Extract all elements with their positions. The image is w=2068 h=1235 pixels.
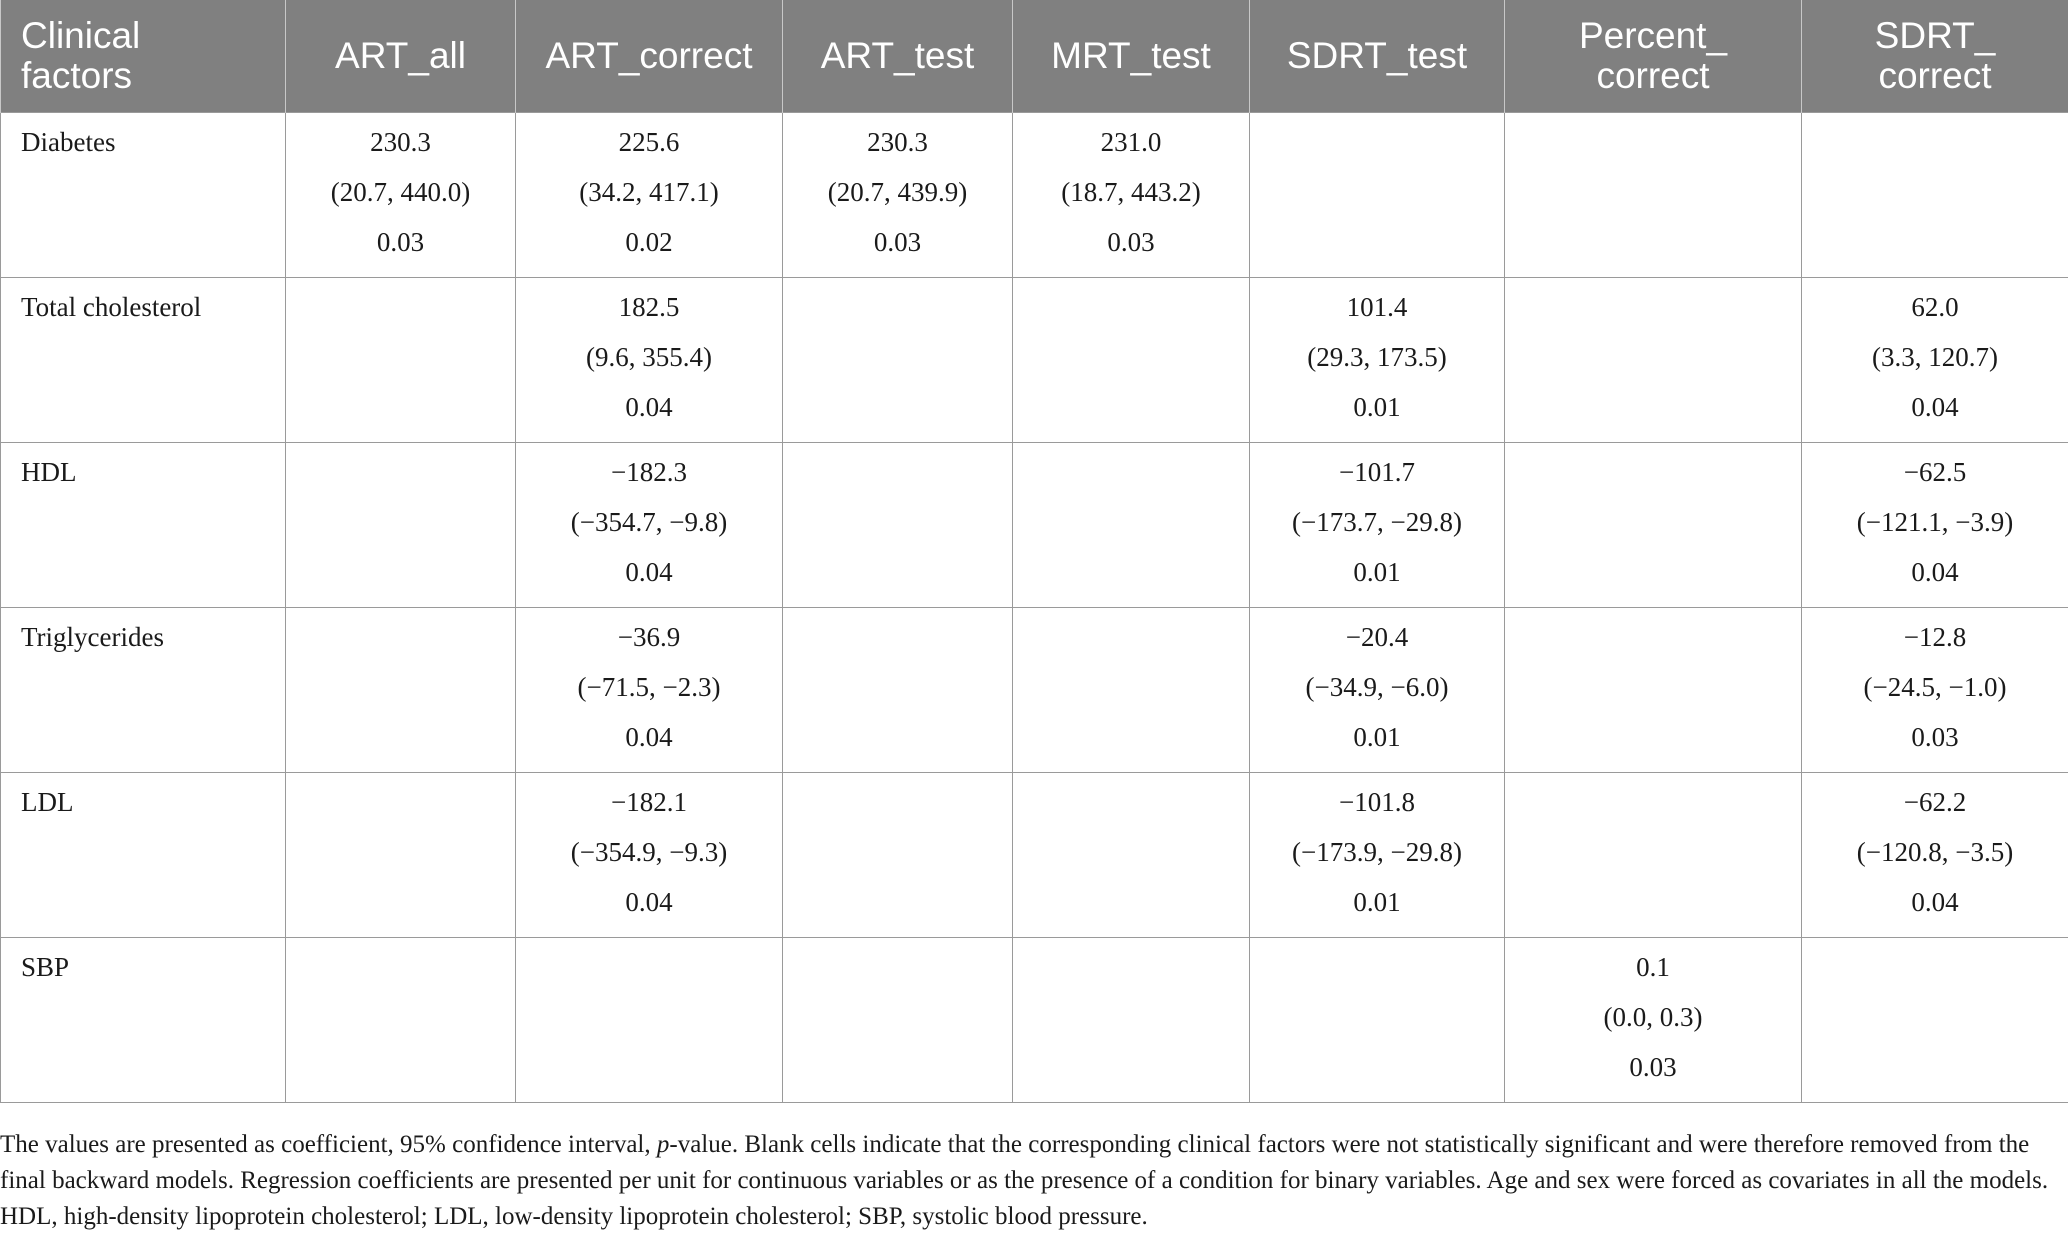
cell-p-value: 0.01 [1250,392,1504,442]
cell-p-value: 0.03 [286,227,515,277]
row-label: SBP [21,938,285,982]
cell-coefficient: −101.8 [1250,787,1504,837]
cell-confidence-interval: (−71.5, −2.3) [516,672,782,722]
table-cell [1013,607,1250,772]
table-cell [1505,937,1802,1102]
cell-p-value: 0.04 [516,557,782,607]
table-cell [783,772,1013,937]
cell-confidence-interval: (−24.5, −1.0) [1802,672,2068,722]
cell-confidence-interval: (−173.7, −29.8) [1250,507,1504,557]
cell-p-value: 0.01 [1250,557,1504,607]
table-cell [1505,772,1802,937]
header-art-all: ART_all [286,0,516,112]
table-cell [783,277,1013,442]
cell-confidence-interval: (0.0, 0.3) [1505,1002,1801,1052]
cell-coefficient: −101.7 [1250,457,1504,507]
header-clinical-factors [1,0,286,112]
cell-coefficient: −182.1 [516,787,782,837]
cell-p-value: 0.04 [516,722,782,772]
row-label: Total cholesterol [21,278,285,322]
header-line1: SDRT_ [1875,15,1996,56]
table-cell [1250,112,1505,277]
table-cell [286,112,516,277]
cell-confidence-interval: (18.7, 443.2) [1013,177,1249,227]
cell-p-value: 0.03 [1505,1052,1801,1102]
table-cell [1013,442,1250,607]
table-cell [516,772,783,937]
cell-p-value: 0.01 [1250,887,1504,937]
cell-confidence-interval: (3.3, 120.7) [1802,342,2068,392]
cell-confidence-interval: (29.3, 173.5) [1250,342,1504,392]
table-cell [783,937,1013,1102]
cell-coefficient: 182.5 [516,292,782,342]
table-cell [783,442,1013,607]
table-cell [1250,772,1505,937]
table-cell [286,937,516,1102]
cell-confidence-interval: (20.7, 440.0) [286,177,515,227]
cell-confidence-interval: (−120.8, −3.5) [1802,837,2068,887]
table-row [1,277,2068,442]
table-cell [783,112,1013,277]
table-cell [516,937,783,1102]
table-cell [1505,442,1802,607]
cell-coefficient: 225.6 [516,127,782,177]
table-cell [1505,607,1802,772]
cell-p-value: 0.03 [783,227,1012,277]
header-art-test: ART_test [783,0,1013,112]
table-cell [1802,112,2068,277]
table-cell [1013,937,1250,1102]
cell-p-value: 0.01 [1250,722,1504,772]
table-cell [1013,277,1250,442]
cell-p-value: 0.02 [516,227,782,277]
table-cell [1013,112,1250,277]
cell-coefficient: 0.1 [1505,952,1801,1002]
cell-coefficient: 62.0 [1802,292,2068,342]
table-footnote [0,1127,2060,1235]
header-sdrt-correct [1802,0,2068,112]
table-cell [286,772,516,937]
header-art-correct: ART_correct [516,0,783,112]
row-label-cell [1,442,286,607]
table-cell [1802,937,2068,1102]
cell-coefficient: −182.3 [516,457,782,507]
cell-coefficient: −62.5 [1802,457,2068,507]
cell-p-value: 0.04 [516,392,782,442]
cell-confidence-interval: (−354.9, −9.3) [516,837,782,887]
cell-coefficient: 230.3 [286,127,515,177]
table-cell [1802,442,2068,607]
cell-p-value: 0.03 [1802,722,2068,772]
table-cell [1802,607,2068,772]
cell-p-value: 0.04 [1802,392,2068,442]
footnote-text [0,1127,2060,1235]
table-cell [516,442,783,607]
cell-p-value: 0.03 [1013,227,1249,277]
table-cell [516,277,783,442]
header-row [1,0,2068,112]
table-cell [1250,442,1505,607]
table-cell [516,607,783,772]
footnote-part2: -value. Blank cells indicate that the corresponding clinical factors were not statistically significant and were therefore removed from the final backward models. Regression coefficients are presented per unit for continuous variables or as the presence of a condition for binary variables. Age and sex were forced as covariates in all the models. HDL, high-density lipoprotein cholesterol; LDL, low-density lipoprotein cholesterol; SBP, systolic blood pressure. [0,1131,2048,1230]
cell-coefficient: −36.9 [516,622,782,672]
cell-confidence-interval: (−121.1, −3.9) [1802,507,2068,557]
table-cell [1250,607,1505,772]
table-cell [1250,277,1505,442]
header-percent-correct [1505,0,1802,112]
table-cell [1250,937,1505,1102]
header-sdrt-test: SDRT_test [1250,0,1505,112]
table-cell [286,277,516,442]
row-label: LDL [21,773,285,817]
cell-coefficient: −62.2 [1802,787,2068,837]
cell-p-value: 0.04 [1802,887,2068,937]
table-row [1,772,2068,937]
table-cell [1802,277,2068,442]
cell-coefficient: 230.3 [783,127,1012,177]
cell-coefficient: −20.4 [1250,622,1504,672]
cell-p-value: 0.04 [1802,557,2068,607]
table-cell [1013,772,1250,937]
table-cell [516,112,783,277]
cell-confidence-interval: (9.6, 355.4) [516,342,782,392]
footnote-p-italic: p [657,1131,670,1158]
cell-coefficient: 101.4 [1250,292,1504,342]
table-cell [1505,277,1802,442]
table-row [1,937,2068,1102]
row-label-cell [1,772,286,937]
table-row [1,442,2068,607]
table-row [1,112,2068,277]
cell-confidence-interval: (34.2, 417.1) [516,177,782,227]
cell-coefficient: 231.0 [1013,127,1249,177]
row-label: HDL [21,443,285,487]
header-line2: correct [1596,55,1709,96]
table-cell [1802,772,2068,937]
header-clinical-factors-line1: Clinical [21,15,140,56]
header-line1: Percent_ [1579,15,1727,56]
footnote-part1: The values are presented as coefficient, 95% confidence interval, [0,1131,657,1158]
table-cell [783,607,1013,772]
table-cell [286,607,516,772]
row-label-cell [1,277,286,442]
cell-confidence-interval: (−354.7, −9.8) [516,507,782,557]
table-body [1,112,2068,1102]
header-mrt-test: MRT_test [1013,0,1250,112]
cell-p-value: 0.04 [516,887,782,937]
row-label-cell [1,112,286,277]
cell-coefficient: −12.8 [1802,622,2068,672]
cell-confidence-interval: (−173.9, −29.8) [1250,837,1504,887]
cell-confidence-interval: (20.7, 439.9) [783,177,1012,227]
row-label-cell [1,937,286,1102]
row-label: Triglycerides [21,608,285,652]
header-clinical-factors-line2: factors [21,55,132,96]
table-cell [286,442,516,607]
row-label: Diabetes [21,113,285,157]
table-cell [1505,112,1802,277]
header-line2: correct [1878,55,1991,96]
cell-confidence-interval: (−34.9, −6.0) [1250,672,1504,722]
row-label-cell [1,607,286,772]
table-row [1,607,2068,772]
